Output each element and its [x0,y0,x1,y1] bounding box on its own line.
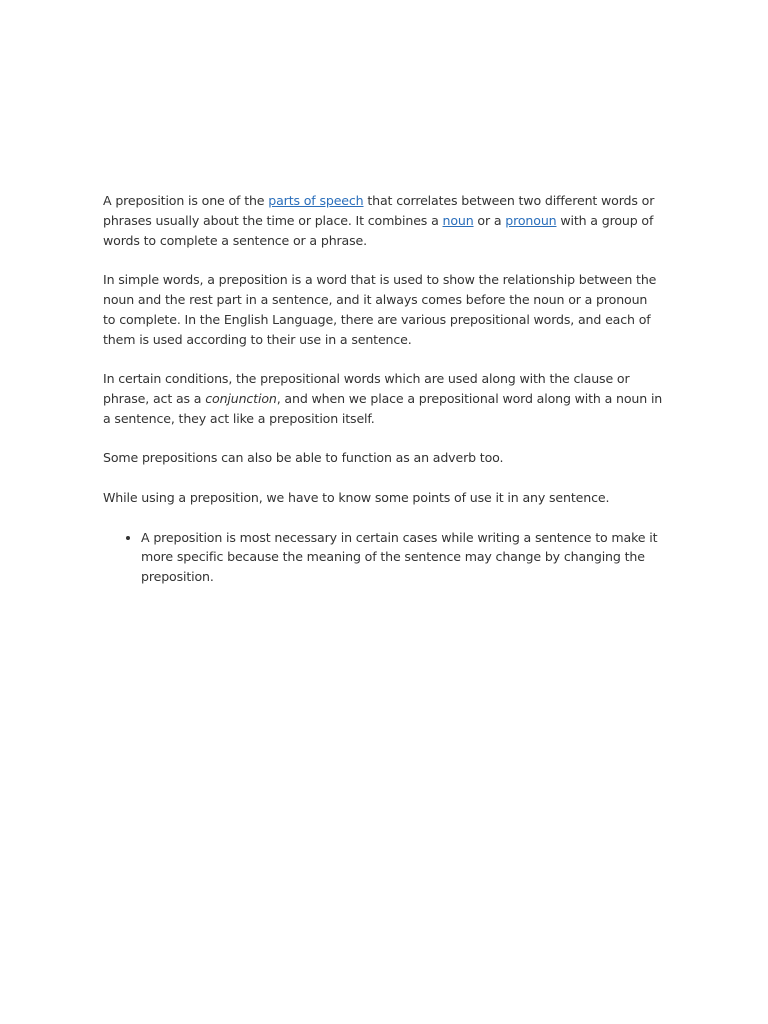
noun-link[interactable]: noun [442,212,474,228]
paragraph-text: that correlates between two different words or phrases usually about the time or place. It combines a [103,193,655,228]
parts-of-speech-link[interactable]: parts of speech [268,193,364,208]
paragraph-text: or a [473,212,506,228]
conjunction-term: conjunction [205,390,277,406]
paragraph-simple-words: In simple words, a preposition is a word that is used to show the relationship between the noun and the rest part in a sentence, and it always comes before the noun or a pronoun to complete. In the English Language, there are various prepositional words, and each of them is used according to their use in a sentence. [103,272,657,347]
usage-points-list [103,528,663,587]
paragraph-text: In certain conditions, the prepositional words which are used along with the clause or phrase, act as a [103,371,630,406]
pronoun-link[interactable]: pronoun [505,212,557,228]
article-body [103,191,663,587]
list-item: • A preposition is most necessary in certain cases while writing a sentence to make it more specific because the meaning of the sentence may change by changing the preposition. [141,528,663,587]
paragraph-text: with a group of words to complete a sentence or a phrase. [103,212,654,248]
paragraph-definition [103,191,663,250]
paragraph-usage-intro: While using a preposition, we have to know some points of use it in any sentence. [103,489,610,505]
paragraph-text: A preposition is one of the [103,193,269,208]
paragraph-conditions [103,369,663,428]
paragraph-text: , and when we place a prepositional word along with a noun in a sentence, they act like a preposition itself. [103,390,663,426]
paragraph-adverb: Some prepositions can also be able to function as an adverb too. [103,450,504,466]
